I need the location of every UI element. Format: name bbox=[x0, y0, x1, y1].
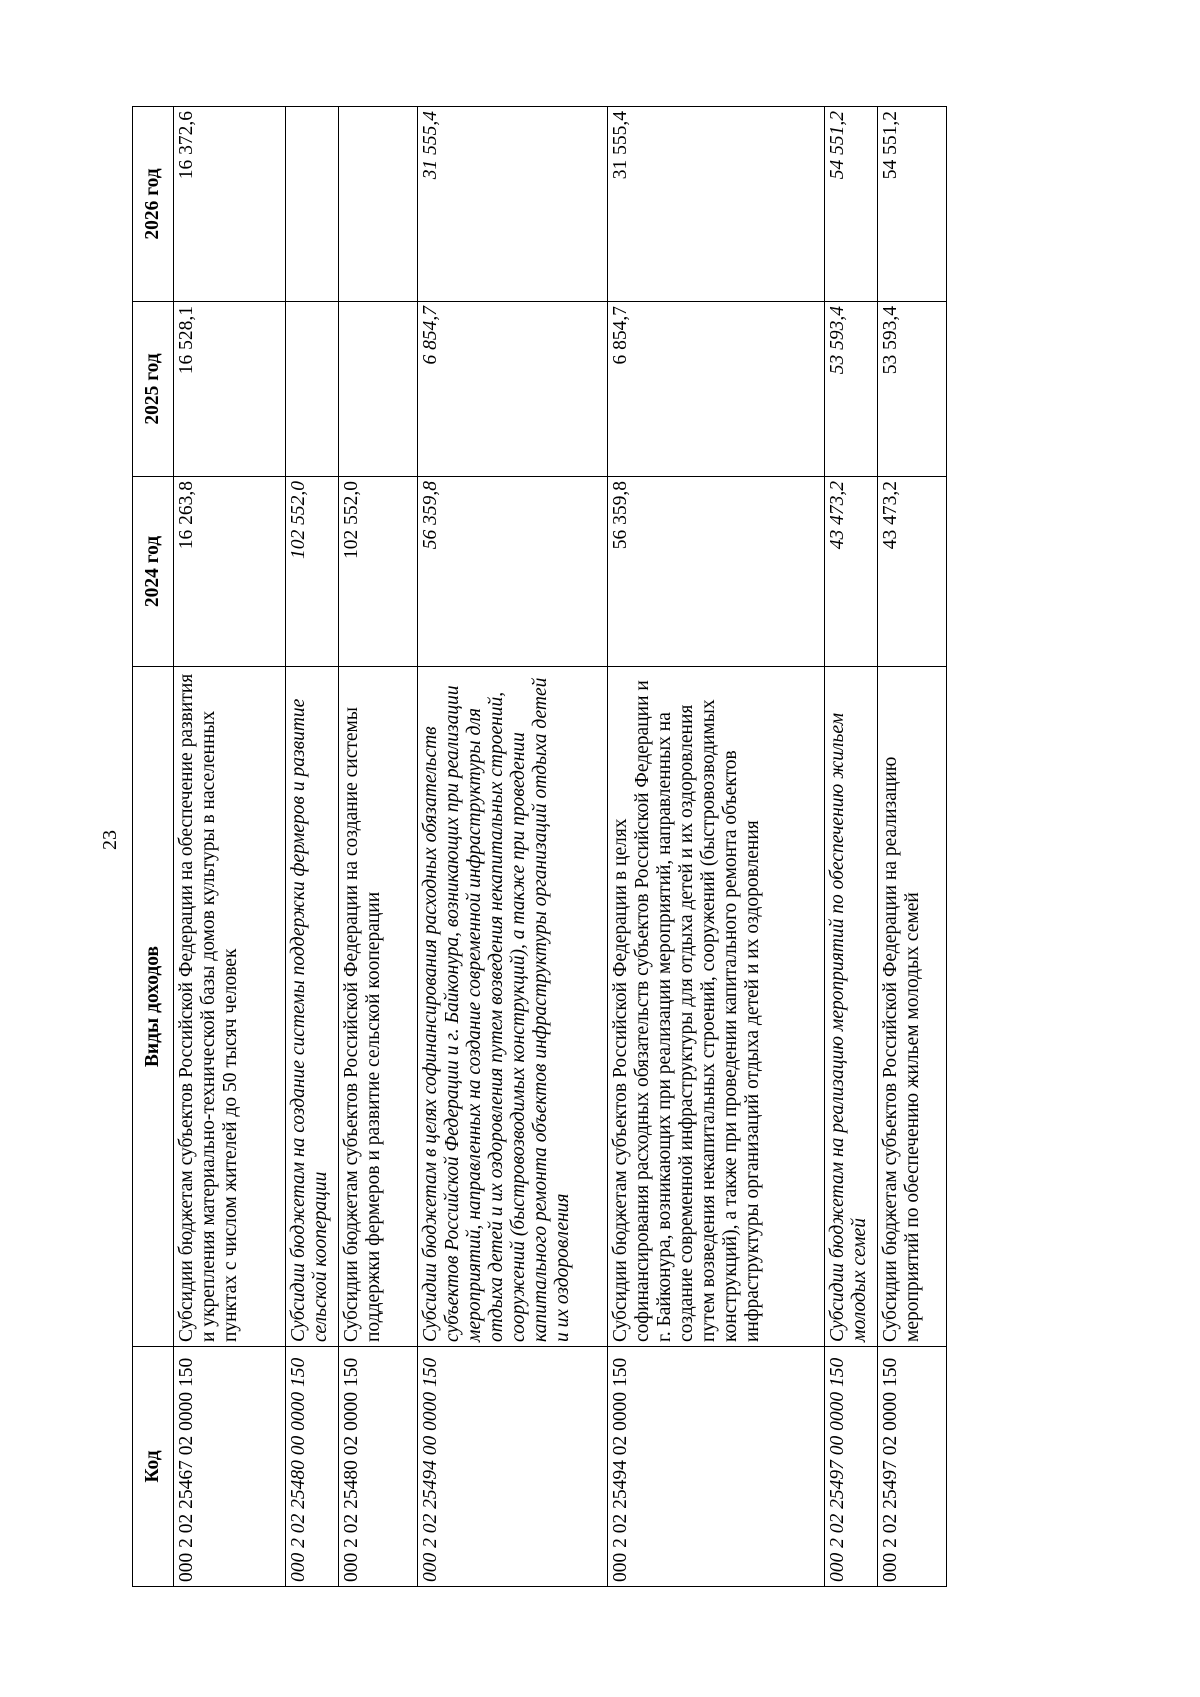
cell-code: 000 2 02 25467 02 0000 150 bbox=[174, 1347, 286, 1587]
revenue-table bbox=[132, 106, 947, 1587]
table-header-row bbox=[133, 107, 174, 1587]
cell-2024: 56 359,8 bbox=[608, 477, 825, 667]
header-2025: 2025 год bbox=[133, 302, 174, 477]
cell-2024: 43 473,2 bbox=[825, 477, 878, 667]
table-row bbox=[339, 107, 418, 1587]
cell-name: Субсидии бюджетам субъектов Российской Федерации на создание системы поддержки фермеров и развитие сельской кооперации bbox=[339, 667, 418, 1347]
cell-2025: 6 854,7 bbox=[608, 302, 825, 477]
cell-2024: 43 473,2 bbox=[878, 477, 947, 667]
table-row bbox=[878, 107, 947, 1587]
cell-2026: 54 551,2 bbox=[825, 107, 878, 302]
cell-2026: 16 372,6 bbox=[174, 107, 286, 302]
cell-name: Субсидии бюджетам субъектов Российской Федерации на обеспечение развития и укрепления материально-технической базы домов культуры в населенных пунктах с числом жителей до 50 тысяч человек bbox=[174, 667, 286, 1347]
cell-code: 000 2 02 25494 00 0000 150 bbox=[418, 1347, 608, 1587]
cell-2024: 102 552,0 bbox=[286, 477, 339, 667]
cell-name: Субсидии бюджетам субъектов Российской Федерации в целях софинансирования расходных обязательств субъектов Российской Федерации и г. Байконура, возникающих при реализации мероприятий, направленных на создание современной инфраструктуры для отдыха детей и их оздоровления путем возведения некапитальных строений, сооружений (быстровозводимых конструкций), а также при проведении капитального ремонта объектов инфраструктуры организаций отдыха детей и их оздоровления bbox=[608, 667, 825, 1347]
cell-2025: 53 593,4 bbox=[825, 302, 878, 477]
table-row bbox=[418, 107, 608, 1587]
cell-2025: 6 854,7 bbox=[418, 302, 608, 477]
table-row bbox=[174, 107, 286, 1587]
header-2026: 2026 год bbox=[133, 107, 174, 302]
cell-code: 000 2 02 25494 02 0000 150 bbox=[608, 1347, 825, 1587]
table-row bbox=[825, 107, 878, 1587]
table-row bbox=[608, 107, 825, 1587]
cell-name: Субсидии бюджетам субъектов Российской Федерации на реализацию мероприятий по обеспечению жильем молодых семей bbox=[878, 667, 947, 1347]
page-number: 23 bbox=[99, 830, 121, 850]
header-code: Код bbox=[133, 1347, 174, 1587]
cell-code: 000 2 02 25480 02 0000 150 bbox=[339, 1347, 418, 1587]
cell-2024: 16 263,8 bbox=[174, 477, 286, 667]
cell-name: Субсидии бюджетам в целях софинансирования расходных обязательств субъектов Российской Федерации и г. Байконура, возникающих при реализации мероприятий, направленных на создание современной инфраструктуры для отдыха детей и их оздоровления путем возведения некапитальных строений, сооружений (быстровозводимых конструкций), а также при проведении капитального ремонта объектов инфраструктуры организаций отдыха детей и их оздоровления bbox=[418, 667, 608, 1347]
table-row bbox=[286, 107, 339, 1587]
cell-2025 bbox=[286, 302, 339, 477]
cell-2025: 16 528,1 bbox=[174, 302, 286, 477]
rotated-table-wrapper bbox=[132, 107, 1056, 1587]
cell-code: 000 2 02 25497 00 0000 150 bbox=[825, 1347, 878, 1587]
header-2024: 2024 год bbox=[133, 477, 174, 667]
cell-2026 bbox=[286, 107, 339, 302]
cell-name: Субсидии бюджетам на реализацию мероприятий по обеспечению жильем молодых семей bbox=[825, 667, 878, 1347]
cell-code: 000 2 02 25497 02 0000 150 bbox=[878, 1347, 947, 1587]
cell-2026: 31 555,4 bbox=[608, 107, 825, 302]
cell-2026: 31 555,4 bbox=[418, 107, 608, 302]
cell-2025: 53 593,4 bbox=[878, 302, 947, 477]
cell-2024: 56 359,8 bbox=[418, 477, 608, 667]
cell-2024: 102 552,0 bbox=[339, 477, 418, 667]
cell-2026 bbox=[339, 107, 418, 302]
header-name: Виды доходов bbox=[133, 667, 174, 1347]
cell-2026: 54 551,2 bbox=[878, 107, 947, 302]
cell-2025 bbox=[339, 302, 418, 477]
cell-name: Субсидии бюджетам на создание системы поддержки фермеров и развитие сельской кооперации bbox=[286, 667, 339, 1347]
cell-code: 000 2 02 25480 00 0000 150 bbox=[286, 1347, 339, 1587]
